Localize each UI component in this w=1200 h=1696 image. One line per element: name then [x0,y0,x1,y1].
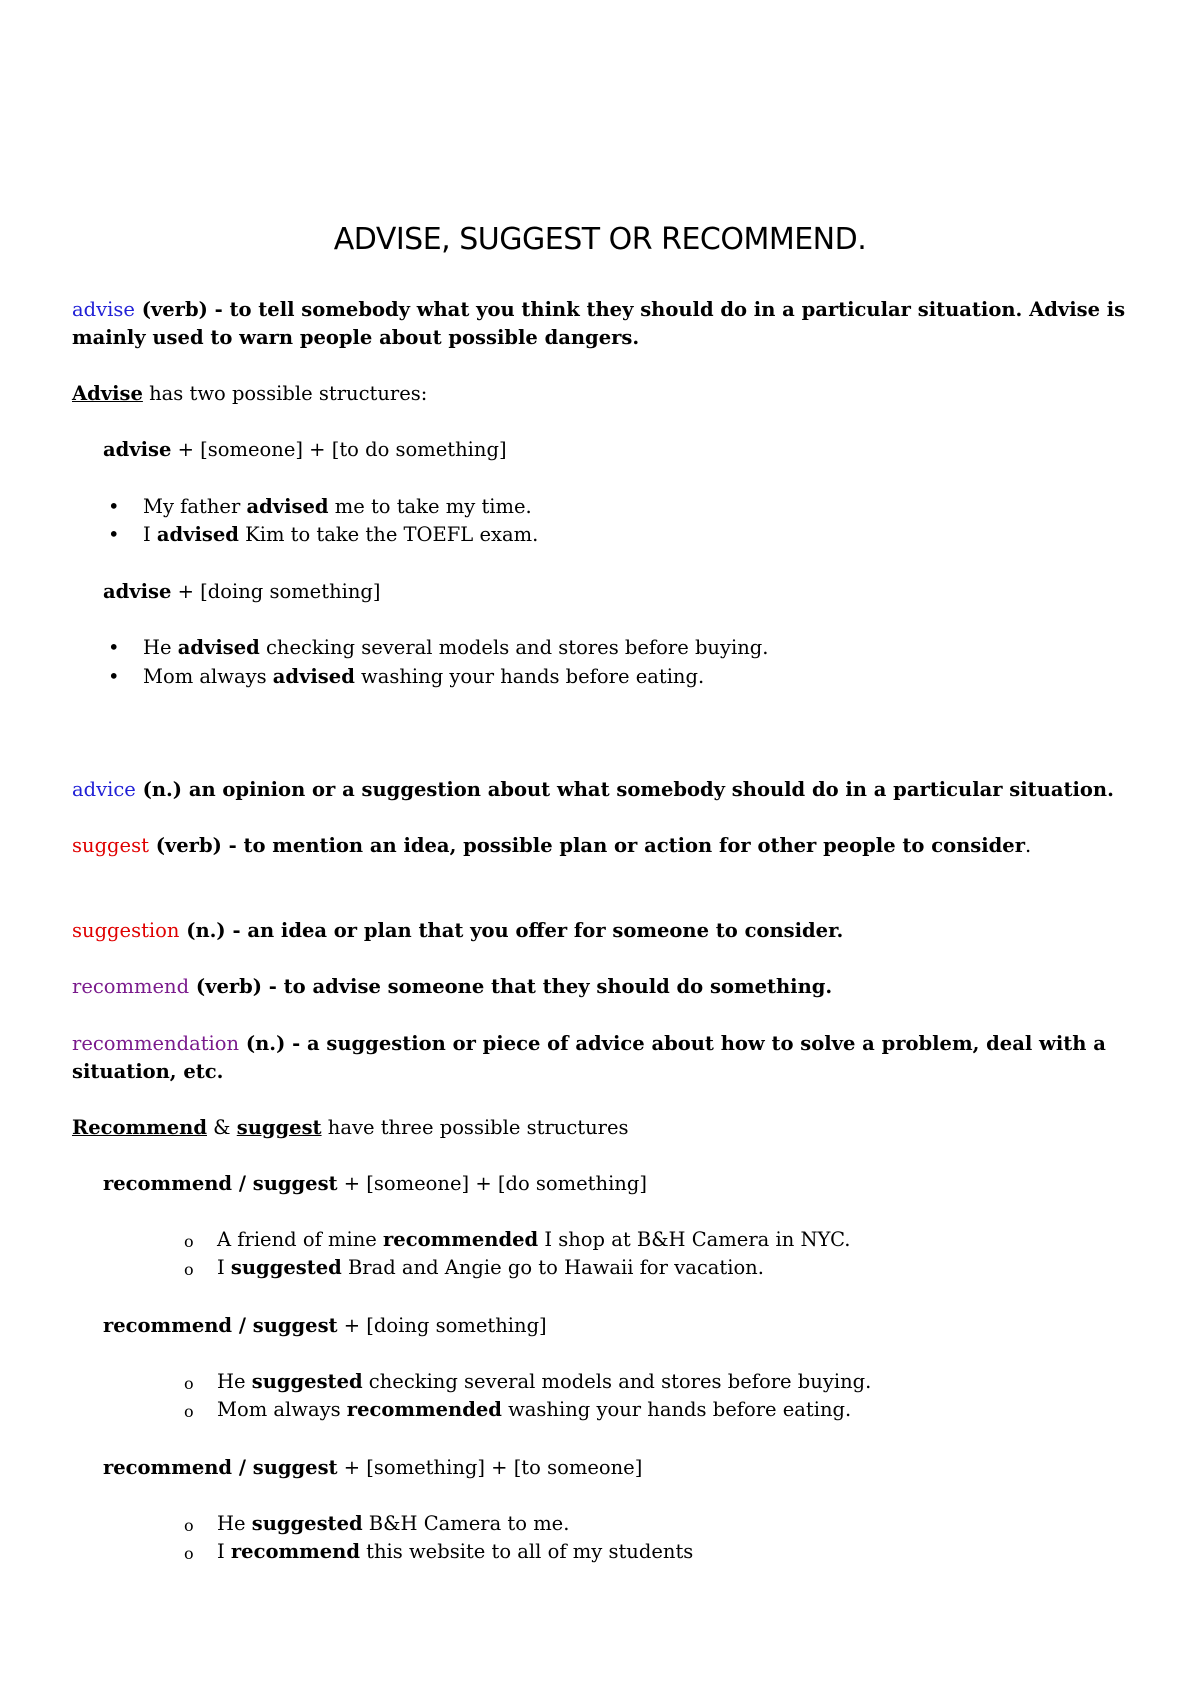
term-suggest: suggest [72,834,149,857]
list-item: My father advised me to take my time. [143,495,532,518]
term-recommendation: recommendation [72,1032,240,1055]
advise-structures-heading: Advise has two possible structures: [72,382,428,405]
list-item: Mom always advised washing your hands before eating. [143,665,705,688]
list-item: I recommend this website to all of my students [217,1540,694,1563]
recommend-definition: recommend (verb) - to advise someone that they should do something. [72,975,833,998]
bullet-circle: o [184,1402,194,1421]
bullet-circle: o [184,1260,194,1279]
term-suggestion: suggestion [72,919,180,942]
recommend-structure-3: recommend / suggest + [something] + [to someone] [103,1456,643,1479]
bullet-circle: o [184,1374,194,1393]
list-item: He advised checking several models and stores before buying. [143,636,769,659]
list-item: He suggested checking several models and stores before buying. [217,1370,872,1393]
list-item: He suggested B&H Camera to me. [217,1512,570,1535]
bullet-circle: o [184,1516,194,1535]
term-advice: advice [72,778,136,801]
suggest-definition: suggest (verb) - to mention an idea, possible plan or action for other people to consider. [72,834,1032,857]
list-item: I suggested Brad and Angie go to Hawaii for vacation. [217,1256,764,1279]
advise-structure-1: advise + [someone] + [to do something] [103,438,507,461]
bullet-disc: • [108,495,120,518]
advise-structure-2: advise + [doing something] [103,580,381,603]
bullet-circle: o [184,1232,194,1251]
recommend-structure-2: recommend / suggest + [doing something] [103,1314,547,1337]
term-recommend: recommend [72,975,190,998]
list-item: A friend of mine recommended I shop at B&H Camera in NYC. [217,1228,851,1251]
recommendation-definition-line2: situation, etc. [72,1060,224,1083]
advise-definition-line2: mainly used to warn people about possible dangers. [72,326,640,349]
page-title: ADVISE, SUGGEST OR RECOMMEND. [333,222,867,257]
advice-definition: advice (n.) an opinion or a suggestion about what somebody should do in a particular situation. [72,778,1114,801]
list-item: I advised Kim to take the TOEFL exam. [143,523,539,546]
bullet-circle: o [184,1544,194,1563]
recommend-structures-heading: Recommend & suggest have three possible structures [72,1116,629,1139]
list-item: Mom always recommended washing your hands before eating. [217,1398,852,1421]
bullet-disc: • [108,523,120,546]
recommend-structure-1: recommend / suggest + [someone] + [do something] [103,1172,647,1195]
bullet-disc: • [108,665,120,688]
advise-definition-line1: advise (verb) - to tell somebody what you think they should do in a particular situation. Advise is [72,298,1126,321]
bullet-disc: • [108,636,120,659]
suggestion-definition: suggestion (n.) - an idea or plan that you offer for someone to consider. [72,919,844,942]
term-advise: advise [72,298,135,321]
recommendation-definition-line1: recommendation (n.) - a suggestion or piece of advice about how to solve a problem, deal with a [72,1032,1106,1055]
